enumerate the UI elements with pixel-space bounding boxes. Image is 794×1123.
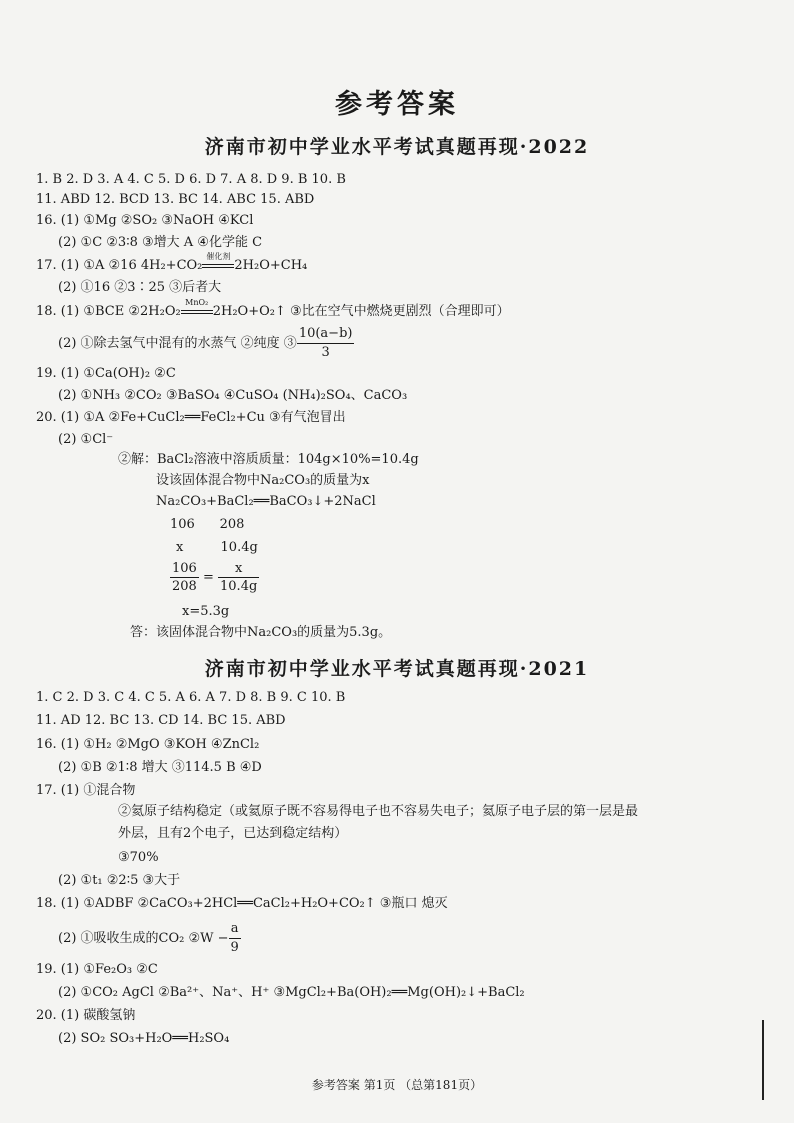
answer-line: (2) ①t₁ ②2∶5 ③大于 [58, 873, 181, 888]
fraction [218, 560, 259, 595]
answer-line [58, 920, 241, 957]
answer-text: (2) ①吸收生成的CO₂ ②W − [58, 931, 229, 946]
answer-line: 1. C 2. D 3. C 4. C 5. A 6. A 7. D 8. B 9. C 10. B [36, 690, 346, 705]
answer-line: (2) ①16 ②3∶25 ③后者大 [58, 280, 222, 295]
section-heading-2021: 济南市初中学业水平考试真题再现·2021 [204, 658, 590, 680]
answer-line: ③70% [118, 850, 159, 865]
answer-line: 外层，且有2个电子，已达到稳定结构） [118, 826, 348, 841]
answer-line: (2) SO₂ SO₃+H₂O══H₂SO₄ [58, 1031, 230, 1046]
solution-line: x 10.4g [176, 540, 258, 555]
reaction-condition: 催化剂 [206, 252, 231, 261]
solution-line: 106 208 [170, 517, 245, 532]
solution-line: 答：该固体混合物中Na₂CO₃的质量为5.3g。 [130, 625, 392, 640]
answer-line [36, 252, 308, 274]
answer-text: 2H₂O+O₂↑ ③比在空气中燃烧更剧烈（合理即可） [212, 304, 510, 319]
answer-line: (2) ①CO₂ AgCl ②Ba²⁺、Na⁺、H⁺ ③MgCl₂+Ba(OH)₂══Mg(OH)₂↓+BaCl₂ [58, 985, 525, 1000]
answer-line: 11. AD 12. BC 13. CD 14. BC 15. ABD [36, 713, 286, 728]
answer-line [58, 325, 354, 362]
answer-line: 18. (1) ①ADBF ②CaCO₃+2HCl══CaCl₂+H₂O+CO₂↑ ③瓶口 熄灭 [36, 896, 448, 911]
answer-line: 1. B 2. D 3. A 4. C 5. D 6. D 7. A 8. D 9. B 10. B [36, 172, 346, 187]
answer-line: 19. (1) ①Ca(OH)₂ ②C [36, 366, 176, 381]
fraction [229, 920, 241, 957]
answer-text: (2) ①除去氢气中混有的水蒸气 ②纯度 ③ [58, 336, 297, 351]
answer-text: 2H₂O+CH₄ [234, 258, 308, 273]
answer-line: 20. (1) ①A ②Fe+CuCl₂══FeCl₂+Cu ③有气泡冒出 [36, 410, 346, 425]
reaction-arrow [181, 298, 213, 320]
numerator: 106 [172, 561, 197, 576]
solution-line: ②解：BaCl₂溶液中溶质质量：104g×10%=10.4g [118, 452, 419, 467]
answer-line: 16. (1) ①Mg ②SO₂ ③NaOH ④KCl [36, 213, 254, 228]
answer-line: 17. (1) ①混合物 [36, 783, 136, 798]
answer-line: 11. ABD 12. BCD 13. BC 14. ABC 15. ABD [36, 192, 315, 207]
answer-line: 16. (1) ①H₂ ②MgO ③KOH ④ZnCl₂ [36, 737, 260, 752]
fraction [297, 325, 355, 362]
fraction [170, 560, 199, 595]
equals-sign: = [202, 570, 214, 585]
answer-line: (2) ①B ②1∶8 增大 ③114.5 B ④D [58, 760, 262, 775]
answer-line: 20. (1) 碳酸氢钠 [36, 1008, 136, 1023]
solution-line [170, 560, 259, 595]
answer-line: (2) ①C ②3∶8 ③增大 A ④化学能 C [58, 235, 263, 250]
answer-text: 17. (1) ①A ②16 4H₂+CO₂ [36, 258, 203, 273]
solution-line: 设该固体混合物中Na₂CO₃的质量为x [156, 473, 370, 488]
reaction-condition: MnO₂ [185, 298, 209, 307]
denominator: 9 [230, 940, 239, 955]
denominator: 208 [172, 579, 197, 594]
answer-line: ②氦原子结构稳定（或氦原子既不容易得电子也不容易失电子；氦原子电子层的第一层是最 [118, 804, 639, 819]
answer-line: (2) ①Cl⁻ [58, 432, 114, 447]
denominator: 3 [321, 345, 330, 360]
reaction-arrow [202, 252, 234, 274]
answer-text: 18. (1) ①BCE ②2H₂O₂ [36, 304, 181, 319]
answer-line: (2) ①NH₃ ②CO₂ ③BaSO₄ ④CuSO₄ (NH₄)₂SO₄、CaCO₃ [58, 388, 408, 403]
solution-line: Na₂CO₃+BaCl₂══BaCO₃↓+2NaCl [156, 494, 376, 509]
page-footer: 参考答案 第1页 （总第181页） [311, 1078, 483, 1092]
numerator: 10(a−b) [297, 325, 355, 344]
page-title: 参考答案 [335, 89, 459, 120]
numerator: a [229, 920, 241, 939]
denominator: 10.4g [220, 579, 258, 594]
section-heading-2022: 济南市初中学业水平考试真题再现·2022 [204, 136, 590, 158]
numerator: x [218, 560, 259, 578]
answer-line: 19. (1) ①Fe₂O₃ ②C [36, 962, 158, 977]
solution-line: x=5.3g [182, 604, 230, 619]
answer-line [36, 298, 510, 320]
